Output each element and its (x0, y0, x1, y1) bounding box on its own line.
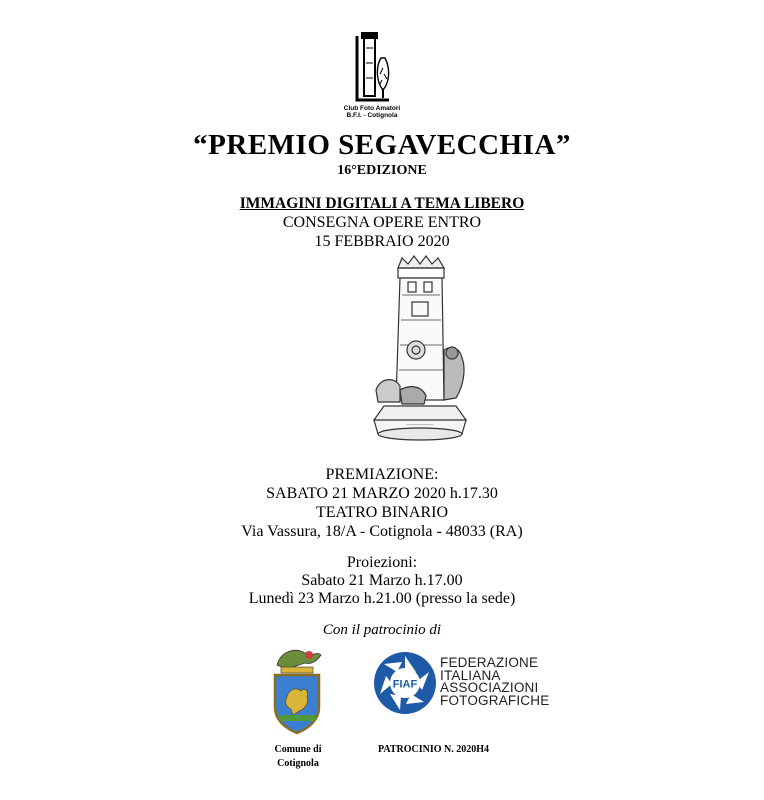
premiazione-date: SABATO 21 MARZO 2020 h.17.30 (266, 485, 498, 502)
patronage-heading: Con il patrocinio di (322, 622, 442, 638)
premiazione-label: PREMIAZIONE: (325, 466, 439, 483)
coat-of-arms-icon (265, 645, 327, 735)
comune-line2: Cotignola (277, 758, 319, 769)
fiaf-line: ASSOCIAZIONI (440, 680, 539, 695)
fiaf-line: FEDERAZIONE (440, 655, 539, 670)
page-title: “PREMIO SEGAVECCHIA” (193, 129, 571, 161)
deadline-label: CONSEGNA OPERE ENTRO (282, 214, 482, 231)
club-name-line2: B.F.I. - Cotignola (346, 112, 398, 119)
fiaf-line: FOTOGRAFICHE (440, 692, 550, 708)
fiaf-logo-text: FIAF (392, 678, 418, 691)
tower-trophy-icon (360, 250, 484, 450)
premiazione-address: Via Vassura, 18/A - Cotignola - 48033 (RA) (241, 523, 523, 540)
comune-caption (258, 743, 338, 771)
contest-theme: IMMAGINI DIGITALI A TEMA LIBERO (239, 195, 525, 212)
proiezione-item: Sabato 21 Marzo h.17.00 (301, 572, 463, 589)
premiazione-venue: TEATRO BINARIO (316, 504, 448, 521)
edition-label: 16°EDIZIONE (337, 163, 427, 178)
club-logo-icon (337, 28, 407, 126)
club-name-line1: Club Foto Amatori (343, 105, 401, 112)
patrocinio-number: PATROCINIO N. 2020H4 (378, 744, 490, 755)
fiaf-logo-icon (372, 650, 438, 716)
deadline-date: 15 FEBBRAIO 2020 (314, 233, 450, 250)
fiaf-line: ITALIANA (440, 667, 501, 683)
proiezione-item: Lunedì 23 Marzo h.21.00 (presso la sede) (248, 590, 516, 607)
fiaf-name (440, 657, 549, 707)
svg-text:~~~~~~~~~~: ~~~~~~~~~~ (406, 423, 434, 428)
comune-line1: Comune di (274, 744, 322, 755)
proiezioni-label: Proiezioni: (346, 554, 418, 571)
